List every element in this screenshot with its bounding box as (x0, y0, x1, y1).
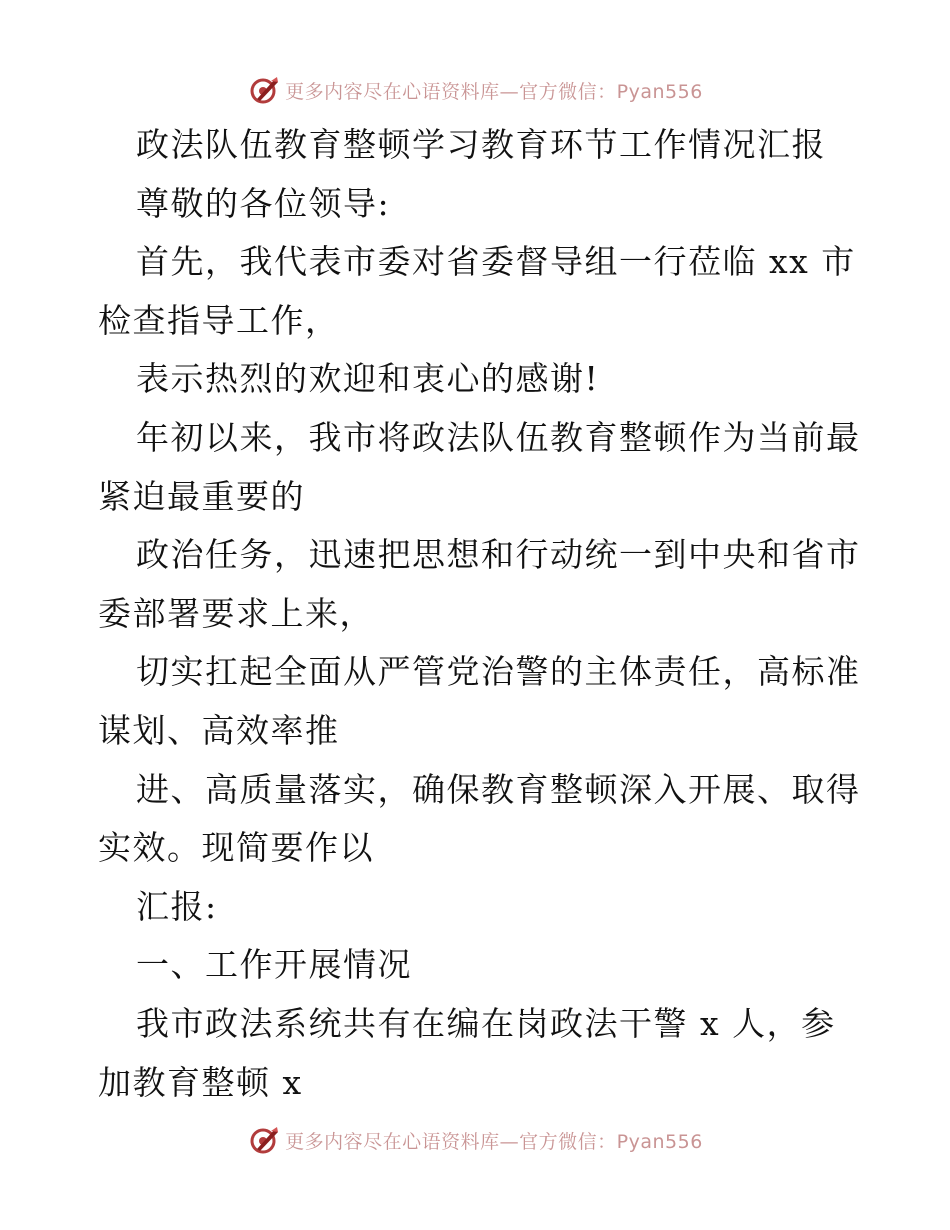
text-line: 尊敬的各位领导: (136, 183, 391, 223)
text-line: 进、高质量落实，确保教育整顿深入开展、取得 (136, 769, 861, 809)
text-line: 检查指导工作， (98, 300, 340, 340)
watermark-text: 更多内容尽在心语资料库—官方微信：Pyan556 (285, 80, 703, 103)
watermark-text: 更多内容尽在心语资料库—官方微信：Pyan556 (285, 1130, 703, 1153)
watermark-footer (0, 1120, 950, 1160)
text-line: 谋划、高效率推 (98, 711, 340, 750)
text-line: 紧迫最重要的 (98, 476, 305, 516)
text-line: 年初以来，我市将政法队伍教育整顿作为当前最 (136, 418, 861, 457)
text-line: 汇报: (136, 886, 218, 926)
quill-logo-icon (247, 73, 281, 107)
text-line: 委部署要求上来， (98, 593, 374, 633)
quill-logo-icon (247, 1123, 281, 1157)
text-line: 加教育整顿 x (98, 1062, 303, 1102)
text-line: 切实扛起全面从严管党治警的主体责任，高标准 (136, 652, 861, 692)
text-line: 我市政法系统共有在编在岗政法干警 x 人，参 (136, 1004, 836, 1043)
text-line: 首先，我代表市委对省委督导组一行莅临 xx 市 (136, 242, 856, 282)
text-line: 政治任务，迅速把思想和行动统一到中央和省市 (136, 535, 861, 575)
text-line: 一、工作开展情况 (136, 945, 412, 985)
watermark-account: Pyan556 (616, 1130, 703, 1153)
text-line: 表示热烈的欢迎和衷心的感谢! (136, 359, 600, 399)
watermark-account: Pyan556 (616, 80, 703, 103)
text-line: 实效。现简要作以 (98, 828, 374, 868)
text-line: 政法队伍教育整顿学习教育环节工作情况汇报 (136, 125, 826, 164)
watermark-header (0, 70, 950, 110)
